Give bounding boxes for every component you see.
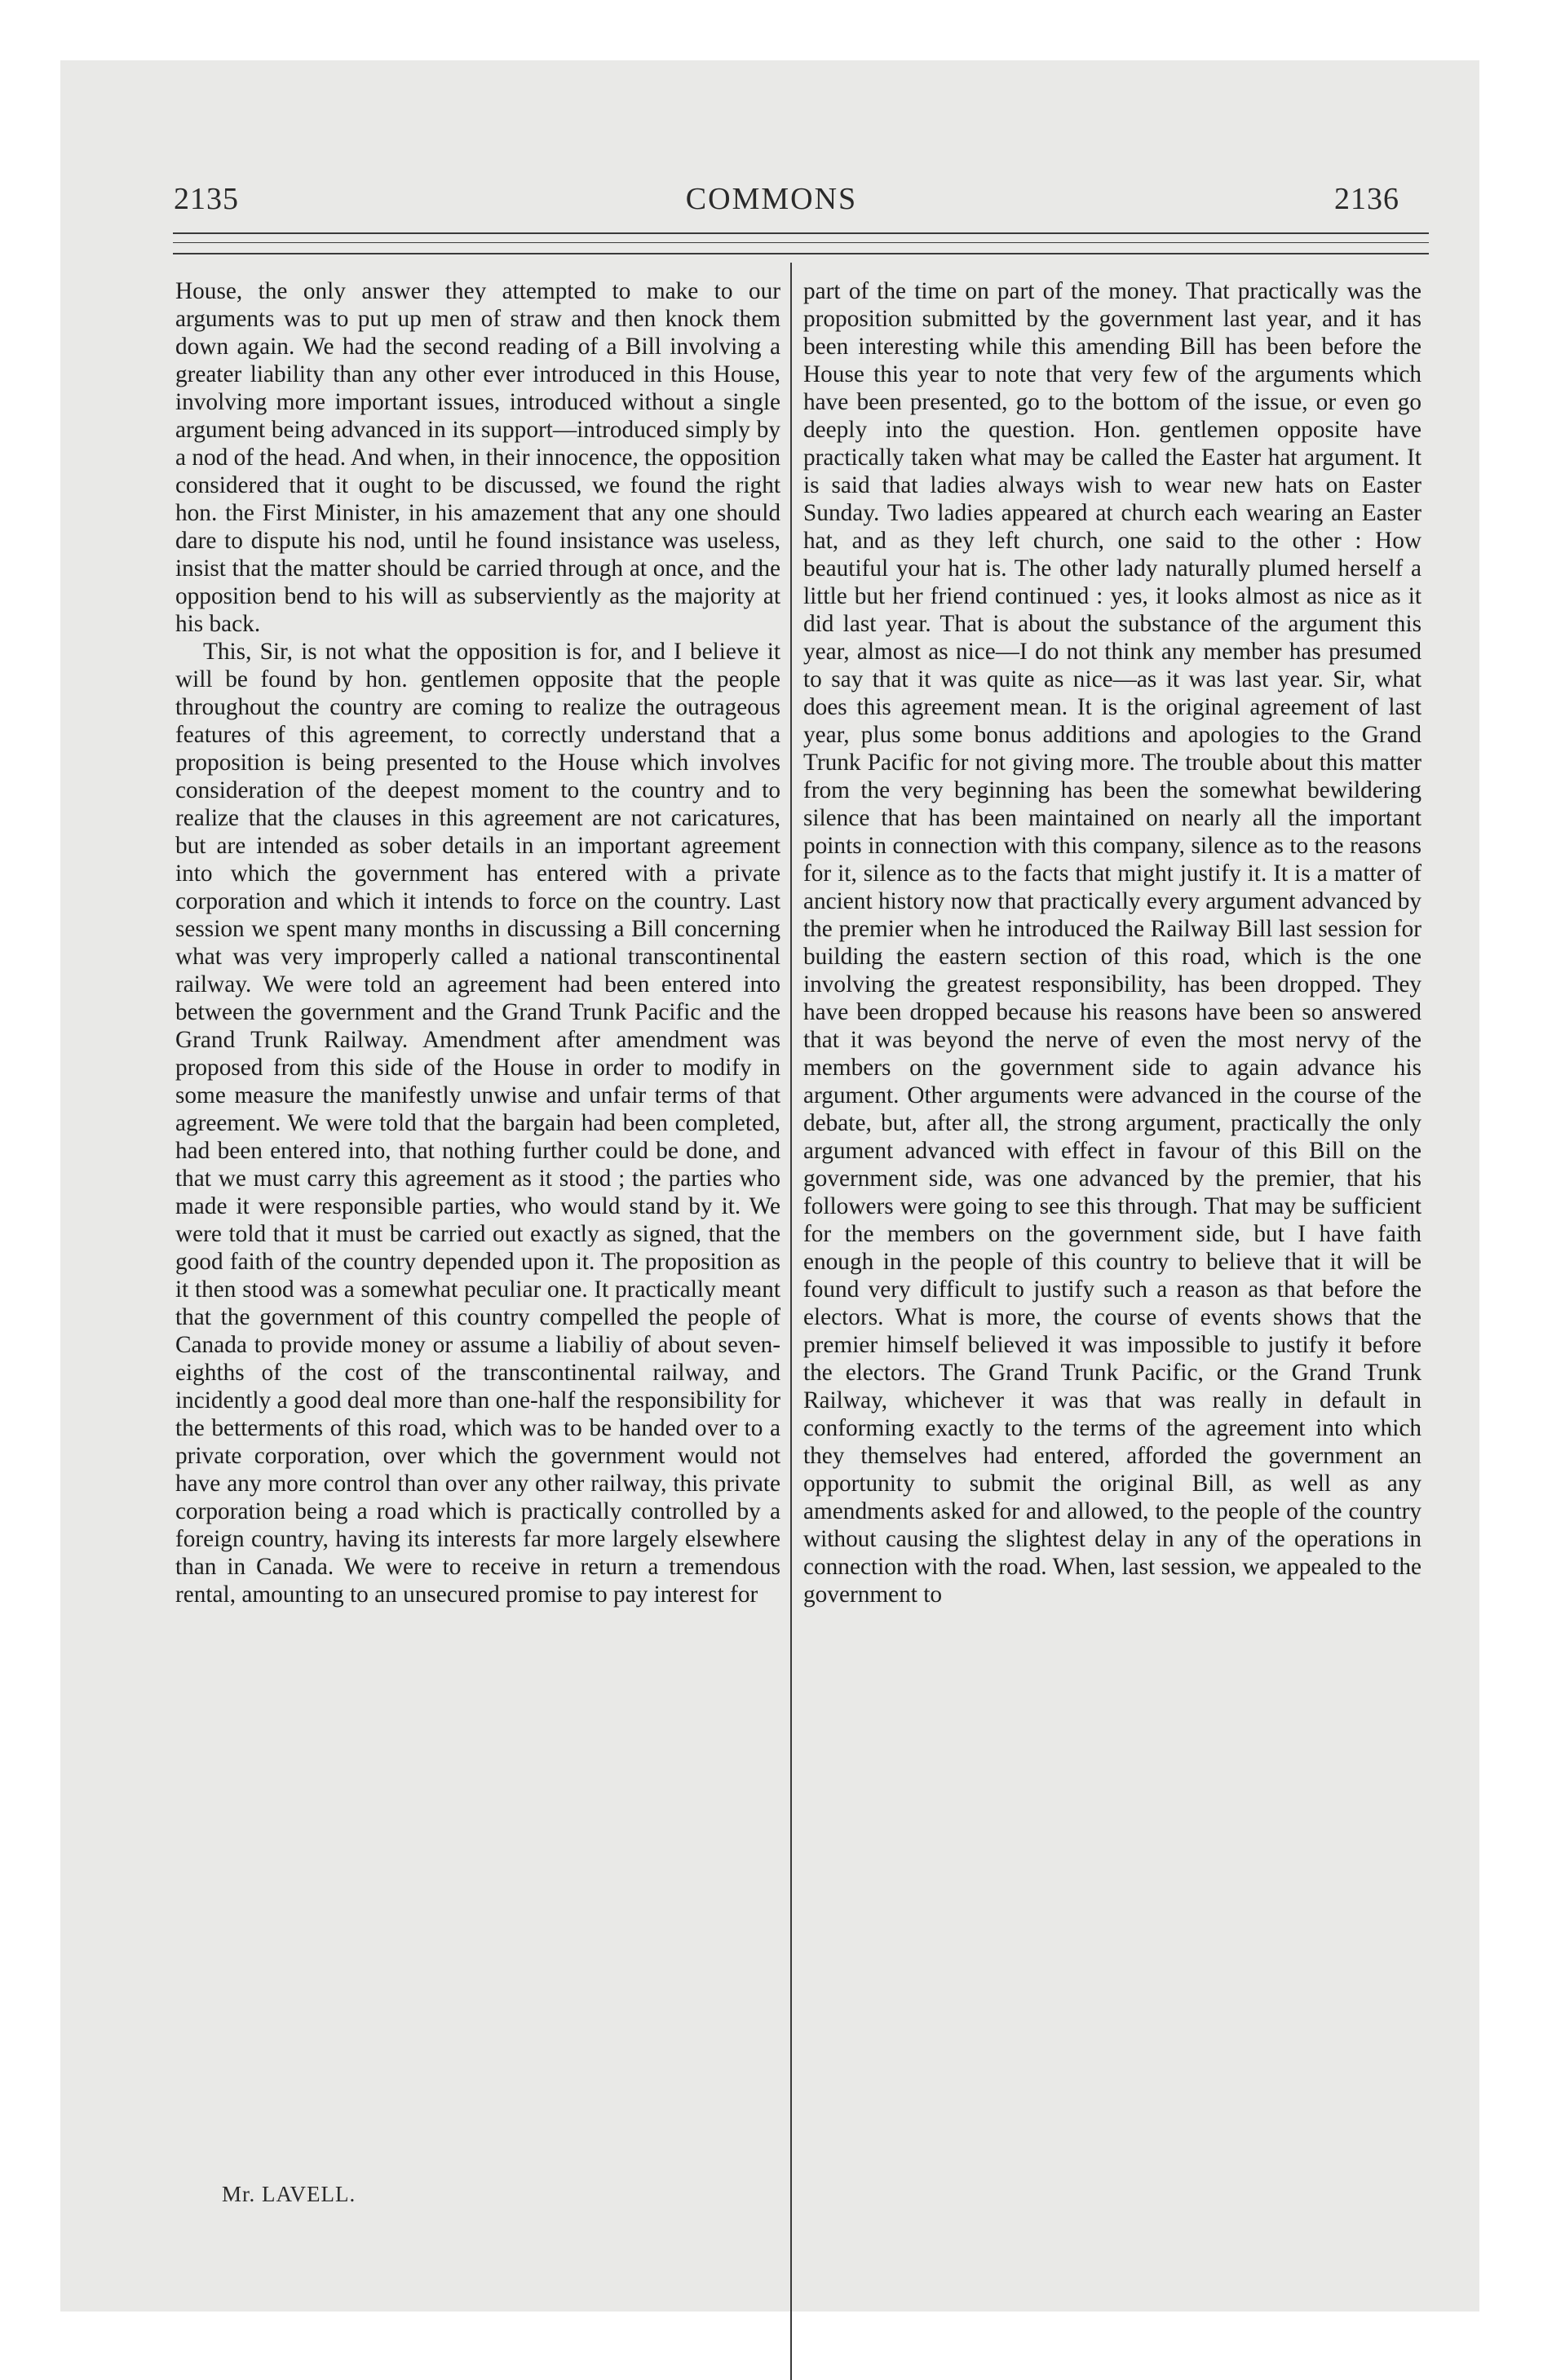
left-column xyxy=(175,277,780,1608)
header-rule-bottom xyxy=(173,253,1429,254)
left-paragraph-2: This, Sir, is not what the opposition is for, and I believe it will be found by hon. gentlemen opposite that the people throughout the country are coming to realize the outrageous features of this agreement, to correctly understand that a proposition is being presented to the House which involves consideration of the deepest moment to the country and to realize that the clauses in this agreement are not caricatures, but are intended as sober details in an important agreement into which the government has entered with a private corporation and which it intends to force on the country. Last session we spent many months in discussing a Bill concerning what was very improperly called a national transcontinental railway. We were told an agreement had been entered into between the government and the Grand Trunk Pacific and the Grand Trunk Railway. Amendment after amendment was proposed from this side of the House in order to modify in some measure the manifestly unwise and unfair terms of that agreement. We were told that the bargain had been completed, had been entered into, that nothing further could be done, and that we must carry this agreement as it stood ; the parties who made it were responsible parties, who would stand by it. We were told that it must be carried out exactly as signed, that the good faith of the country depended upon it. The proposition as it then stood was a somewhat peculiar one. It practically meant that the government of this country compelled the people of Canada to provide money or assume a liabiliy of about seven-eighths of the cost of the transcontinental railway, and incidently a good deal more than one-half the responsibility for the betterments of this road, which was to be handed over to a private corporation, over which the government would not have any more control than over any other railway, this private corporation being a road which is practically controlled by a foreign country, having its interests far more largely elsewhere than in Canada. We were to receive in return a tremendous rental, amounting to an unsecured promise to pay interest for xyxy=(175,639,780,1608)
right-column xyxy=(803,277,1421,1608)
header-rule-middle xyxy=(173,242,1429,243)
page-number-left: 2135 xyxy=(174,182,239,216)
page-number-right: 2136 xyxy=(1334,182,1399,216)
column-divider xyxy=(790,263,792,2380)
header-rule-top xyxy=(173,232,1429,234)
running-title: COMMONS xyxy=(685,182,858,216)
speaker-footer: Mr. LAVELL. xyxy=(222,2182,356,2206)
left-paragraph-1: House, the only answer they attempted to make to our arguments was to put up men of straw and then knock them down again. We had the second reading of a Bill involving a greater liability than any other ever introduced in this House, involving more important issues, introduced without a single argument being advanced in its support—introduced simply by a nod of the head. And when, in their innocence, the opposition considered that it ought to be discussed, we found the right hon. the First Minister, in his amazement that any one should dare to dispute his nod, until he found insistance was useless, insist that the matter should be carried through at once, and the opposition bend to his will as subserviently as the majority at his back. xyxy=(175,278,781,637)
right-paragraph-1: part of the time on part of the money. That practically was the proposition submitted by the government last year, and it has been interesting while this amending Bill has been before the House this year to note that very few of the arguments which have been presented, go to the bottom of the issue, or even go deeply into the question. Hon. gentlemen opposite have practically taken what may be called the Easter hat argument. It is said that ladies always wish to wear new hats on Easter Sunday. Two ladies appeared at church each wearing an Easter hat, and as they left church, one said to the other : How beautiful your hat is. The other lady naturally plumed herself a little but her friend continued : yes, it looks almost as nice as it did last year. That is about the substance of the argument this year, almost as nice—I do not think any member has presumed to say that it was quite as nice—as it was last year. Sir, what does this agreement mean. It is the original agreement of last year, plus some bonus additions and apologies to the Grand Trunk Pacific for not giving more. The trouble about this matter from the very beginning has been the somewhat bewildering silence that has been maintained on nearly all the important points in connection with this company, silence as to the reasons for it, silence as to the facts that might justify it. It is a matter of ancient history now that practically every argument advanced by the premier when he introduced the Railway Bill last session for building the eastern section of this road, which is the one involving the greatest responsibility, has been dropped. They have been dropped because his reasons have been so answered that it was beyond the nerve of even the most nervy of the members on the government side to again advance his argument. Other arguments were advanced in the course of the debate, but, after all, the strong argument, practically the only argument advanced with effect in favour of this Bill on the government side, was one advanced by the premier, that his followers were going to see this through. That may be sufficient for the members on the government side, but I have faith enough in the people of this country to believe that it will be found very difficult to justify such a reason as that before the electors. What is more, the course of events shows that the premier himself believed it was impossible to justify it before the electors. The Grand Trunk Pacific, or the Grand Trunk Railway, whichever it was that was really in default in conforming exactly to the terms of the agreement into which they themselves had entered, afforded the government an opportunity to submit the original Bill, as well as any amendments asked for and allowed, to the people of the country without causing the slightest delay in any of the operations in connection with the road. When, last session, we appealed to the government to xyxy=(803,278,1421,1608)
